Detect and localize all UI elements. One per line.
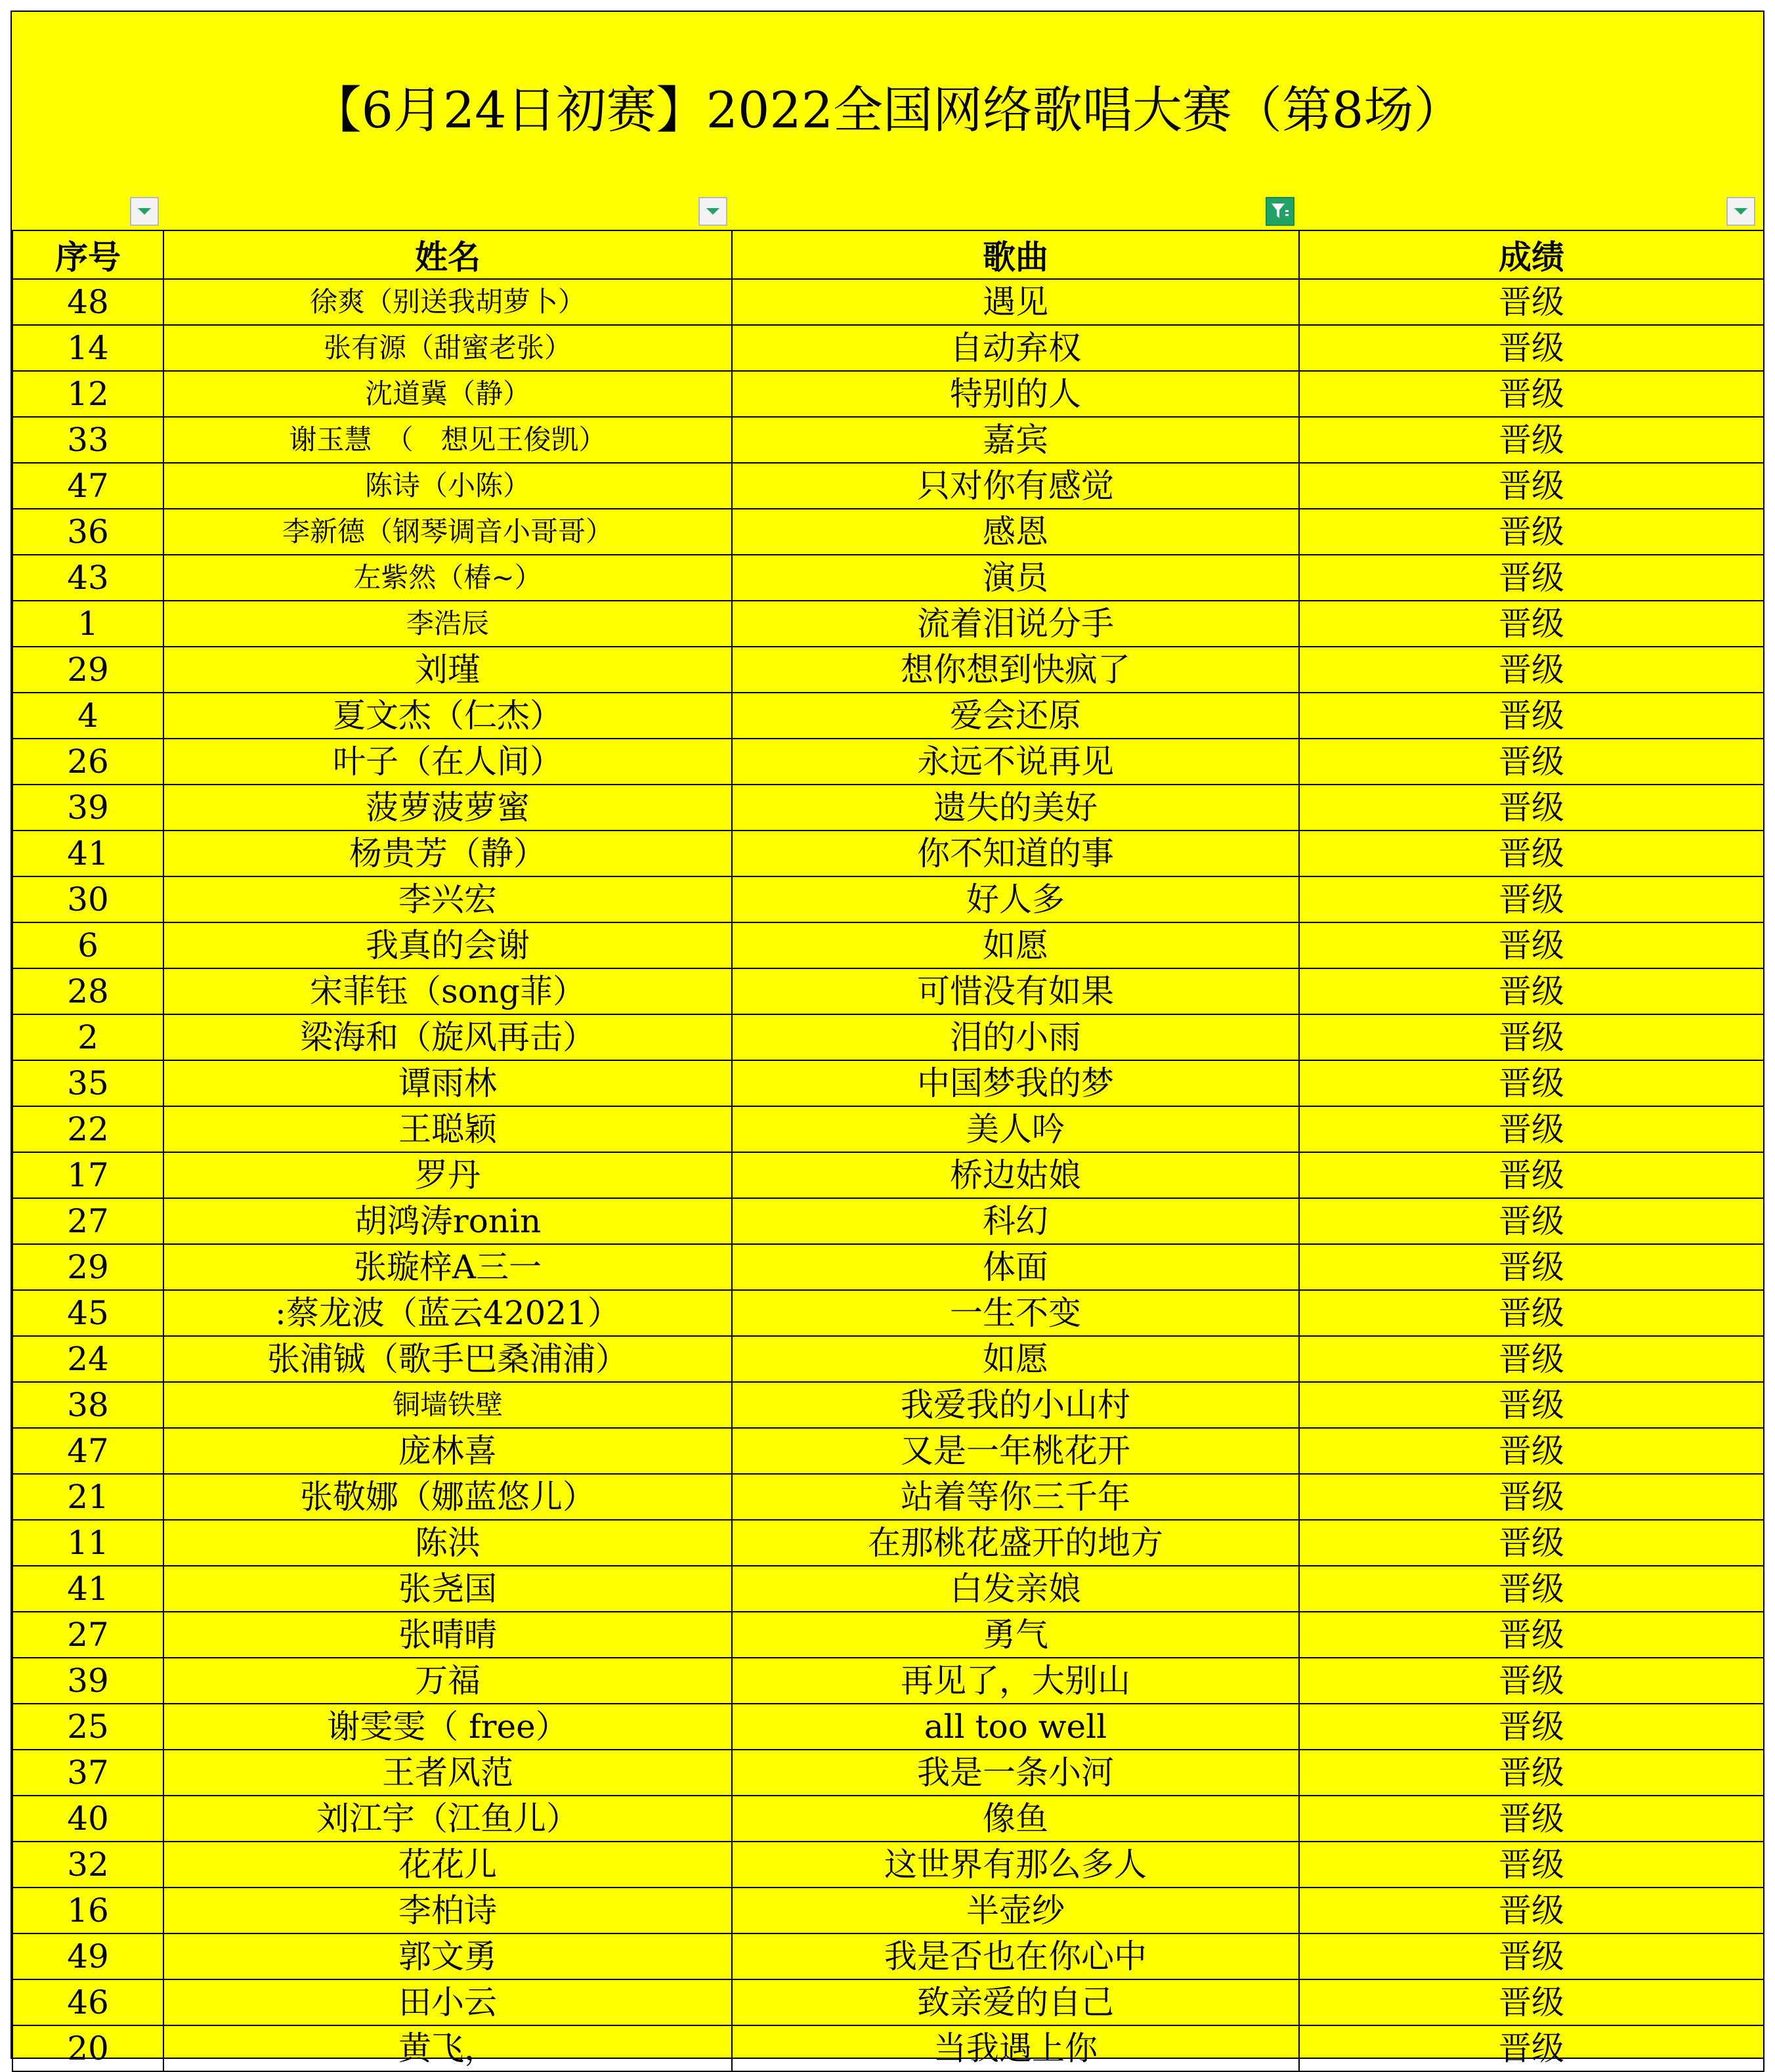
cell-no[interactable]: 28 <box>12 968 163 1014</box>
cell-name[interactable]: 谭雨林 <box>163 1060 732 1106</box>
cell-song[interactable]: 半壶纱 <box>732 1888 1299 1933</box>
table-row <box>12 509 1764 555</box>
table-row <box>12 417 1764 463</box>
cell-song[interactable]: 又是一年桃花开 <box>732 1428 1299 1474</box>
table-row <box>12 693 1764 739</box>
filter-button-song[interactable] <box>1266 197 1294 226</box>
cell-song[interactable]: 在那桃花盛开的地方 <box>732 1520 1299 1566</box>
cell-name[interactable]: 谢玉慧 （ 想见王俊凯） <box>163 417 732 463</box>
cell-result[interactable]: 晋级 <box>1299 279 1764 325</box>
cell-no[interactable]: 29 <box>12 1244 163 1290</box>
cell-no[interactable]: 45 <box>12 1290 163 1336</box>
cell-result[interactable]: 晋级 <box>1299 785 1764 831</box>
table-row <box>12 922 1764 968</box>
cell-song[interactable]: 这世界有那么多人 <box>732 1842 1299 1888</box>
cell-song[interactable]: 爱会还原 <box>732 693 1299 739</box>
cell-no[interactable]: 39 <box>12 1658 163 1704</box>
column-header-result[interactable]: 成绩 <box>1299 230 1764 279</box>
cell-result[interactable]: 晋级 <box>1299 831 1764 876</box>
cell-song[interactable]: 如愿 <box>732 1336 1299 1382</box>
cell-name[interactable]: 万福 <box>163 1658 732 1704</box>
cell-name[interactable]: :蔡龙波（蓝云42021） <box>163 1290 732 1336</box>
cell-result[interactable]: 晋级 <box>1299 509 1764 555</box>
cell-no[interactable]: 33 <box>12 417 163 463</box>
cell-song[interactable]: 演员 <box>732 555 1299 601</box>
table-row <box>12 1933 1764 1979</box>
cell-name[interactable]: 李兴宏 <box>163 876 732 922</box>
cell-no[interactable]: 29 <box>12 647 163 693</box>
cell-no[interactable]: 14 <box>12 325 163 371</box>
cell-result[interactable]: 晋级 <box>1299 1382 1764 1428</box>
cell-result[interactable]: 晋级 <box>1299 693 1764 739</box>
cell-no[interactable]: 47 <box>12 463 163 509</box>
cell-song[interactable]: 一生不变 <box>732 1290 1299 1336</box>
cell-result[interactable]: 晋级 <box>1299 739 1764 785</box>
table-row <box>12 1474 1764 1520</box>
cell-song[interactable]: 科幻 <box>732 1198 1299 1244</box>
table-row <box>12 1979 1764 2025</box>
cell-name[interactable]: 梁海和（旋风再击） <box>163 1014 732 1060</box>
cell-name[interactable]: 谢雯雯（ free） <box>163 1704 732 1750</box>
cell-name[interactable]: 张浦铖（歌手巴桑浦浦） <box>163 1336 732 1382</box>
chevron-down-icon <box>1733 206 1749 217</box>
cell-song[interactable]: 站着等你三千年 <box>732 1474 1299 1520</box>
cell-name[interactable]: 左紫然（椿~） <box>163 555 732 601</box>
table-row <box>12 1796 1764 1842</box>
cell-name[interactable]: 张敬娜（娜蓝悠儿） <box>163 1474 732 1520</box>
spreadsheet-sheet <box>11 11 1764 2067</box>
cell-result[interactable]: 晋级 <box>1299 1106 1764 1152</box>
table-row <box>12 968 1764 1014</box>
cell-name[interactable]: 张璇梓A三一 <box>163 1244 732 1290</box>
cell-song[interactable]: 再见了，大别山 <box>732 1658 1299 1704</box>
cell-song[interactable]: 遗失的美好 <box>732 785 1299 831</box>
cell-result[interactable]: 晋级 <box>1299 1244 1764 1290</box>
cell-song[interactable]: 自动弃权 <box>732 325 1299 371</box>
cell-no[interactable]: 43 <box>12 555 163 601</box>
table-row <box>12 647 1764 693</box>
cell-result[interactable]: 晋级 <box>1299 1198 1764 1244</box>
column-header-no[interactable]: 序号 <box>12 230 163 279</box>
cell-name[interactable]: 郭文勇 <box>163 1933 732 1979</box>
cell-result[interactable]: 晋级 <box>1299 1014 1764 1060</box>
table-row <box>12 1704 1764 1750</box>
cell-result[interactable]: 晋级 <box>1299 2025 1764 2071</box>
cell-result[interactable]: 晋级 <box>1299 1750 1764 1796</box>
cell-result[interactable]: 晋级 <box>1299 968 1764 1014</box>
cell-result[interactable]: 晋级 <box>1299 876 1764 922</box>
table-row <box>12 1612 1764 1658</box>
chevron-down-icon <box>705 206 721 217</box>
cell-song[interactable]: 体面 <box>732 1244 1299 1290</box>
cell-song[interactable]: 当我遇上你 <box>732 2025 1299 2071</box>
cell-result[interactable]: 晋级 <box>1299 1704 1764 1750</box>
table-row <box>12 1888 1764 1933</box>
cell-name[interactable]: 叶子（在人间） <box>163 739 732 785</box>
cell-result[interactable]: 晋级 <box>1299 1290 1764 1336</box>
table-row <box>12 371 1764 417</box>
filter-button-no[interactable] <box>130 197 159 226</box>
cell-no[interactable]: 30 <box>12 876 163 922</box>
cell-name[interactable]: 张尧国 <box>163 1566 732 1612</box>
table-row <box>12 1060 1764 1106</box>
cell-no[interactable]: 36 <box>12 509 163 555</box>
sheet-title: 【6月24日初赛】2022全国网络歌唱大赛（第8场） <box>311 81 1464 139</box>
table-row <box>12 1106 1764 1152</box>
cell-result[interactable]: 晋级 <box>1299 1796 1764 1842</box>
cell-result[interactable]: 晋级 <box>1299 1612 1764 1658</box>
cell-no[interactable]: 22 <box>12 1106 163 1152</box>
table-row <box>12 785 1764 831</box>
cell-result[interactable]: 晋级 <box>1299 1060 1764 1106</box>
cell-no[interactable]: 11 <box>12 1520 163 1566</box>
cell-name[interactable]: 胡鸿涛ronin <box>163 1198 732 1244</box>
cell-song[interactable]: 我爱我的小山村 <box>732 1382 1299 1428</box>
cell-no[interactable]: 49 <box>12 1933 163 1979</box>
table-row <box>12 1566 1764 1612</box>
cell-song[interactable]: 嘉宾 <box>732 417 1299 463</box>
cell-song[interactable]: 特别的人 <box>732 371 1299 417</box>
cell-result[interactable]: 晋级 <box>1299 1474 1764 1520</box>
cell-name[interactable]: 铜墙铁壁 <box>163 1382 732 1428</box>
cell-name[interactable]: 刘江宇（江鱼儿） <box>163 1796 732 1842</box>
column-header-song[interactable]: 歌曲 <box>732 230 1299 279</box>
cell-no[interactable]: 16 <box>12 1888 163 1933</box>
cell-name[interactable]: 王聪颖 <box>163 1106 732 1152</box>
cell-result[interactable]: 晋级 <box>1299 1520 1764 1566</box>
cell-name[interactable]: 王者风范 <box>163 1750 732 1796</box>
cell-no[interactable]: 32 <box>12 1842 163 1888</box>
cell-name[interactable]: 李新德（钢琴调音小哥哥） <box>163 509 732 555</box>
cell-song[interactable]: 勇气 <box>732 1612 1299 1658</box>
table-row <box>12 1152 1764 1198</box>
cell-no[interactable]: 21 <box>12 1474 163 1520</box>
cell-song[interactable]: 白发亲娘 <box>732 1566 1299 1612</box>
cell-no[interactable]: 12 <box>12 371 163 417</box>
cell-name[interactable]: 夏文杰（仁杰） <box>163 693 732 739</box>
cell-no[interactable]: 17 <box>12 1152 163 1198</box>
cell-no[interactable]: 27 <box>12 1198 163 1244</box>
table-body <box>12 279 1764 2071</box>
table-row <box>12 555 1764 601</box>
cell-name[interactable]: 李柏诗 <box>163 1888 732 1933</box>
funnel-filter-icon <box>1270 201 1291 222</box>
cell-no[interactable]: 38 <box>12 1382 163 1428</box>
table-row <box>12 1244 1764 1290</box>
cell-song[interactable]: 像鱼 <box>732 1796 1299 1842</box>
cell-no[interactable]: 24 <box>12 1336 163 1382</box>
cell-name[interactable]: 我真的会谢 <box>163 922 732 968</box>
cell-name[interactable]: 菠萝菠萝蜜 <box>163 785 732 831</box>
cell-result[interactable]: 晋级 <box>1299 1979 1764 2025</box>
cell-name[interactable]: 陈诗（小陈） <box>163 463 732 509</box>
cell-name[interactable]: 罗丹 <box>163 1152 732 1198</box>
cell-name[interactable]: 庞林喜 <box>163 1428 732 1474</box>
filter-button-result[interactable] <box>1726 197 1755 226</box>
cell-name[interactable]: 张晴晴 <box>163 1612 732 1658</box>
cell-song[interactable]: 泪的小雨 <box>732 1014 1299 1060</box>
cell-result[interactable]: 晋级 <box>1299 601 1764 647</box>
cell-name[interactable]: 张有源（甜蜜老张） <box>163 325 732 371</box>
cell-no[interactable]: 4 <box>12 693 163 739</box>
cell-result[interactable]: 晋级 <box>1299 647 1764 693</box>
cell-song[interactable]: 可惜没有如果 <box>732 968 1299 1014</box>
cell-song[interactable]: 感恩 <box>732 509 1299 555</box>
cell-name[interactable]: 沈道冀（静） <box>163 371 732 417</box>
table-row <box>12 1658 1764 1704</box>
cell-song[interactable]: 中国梦我的梦 <box>732 1060 1299 1106</box>
cell-name[interactable]: 宋菲钰（song菲） <box>163 968 732 1014</box>
cell-no[interactable]: 6 <box>12 922 163 968</box>
cell-result[interactable]: 晋级 <box>1299 922 1764 968</box>
cell-no[interactable]: 41 <box>12 831 163 876</box>
cell-no[interactable]: 48 <box>12 279 163 325</box>
cell-name[interactable]: 李浩辰 <box>163 601 732 647</box>
cell-song[interactable]: 你不知道的事 <box>732 831 1299 876</box>
cell-no[interactable]: 39 <box>12 785 163 831</box>
table-row <box>12 1290 1764 1336</box>
cell-song[interactable]: 永远不说再见 <box>732 739 1299 785</box>
cell-result[interactable]: 晋级 <box>1299 1842 1764 1888</box>
cell-name[interactable]: 田小云 <box>163 1979 732 2025</box>
chevron-down-icon <box>137 206 152 217</box>
table-row <box>12 1198 1764 1244</box>
cell-no[interactable]: 20 <box>12 2025 163 2071</box>
cell-result[interactable]: 晋级 <box>1299 555 1764 601</box>
cell-result[interactable]: 晋级 <box>1299 1658 1764 1704</box>
cell-song[interactable]: 美人吟 <box>732 1106 1299 1152</box>
table-row <box>12 876 1764 922</box>
filter-row <box>12 189 1763 230</box>
cell-name[interactable]: 杨贵芳（静） <box>163 831 732 876</box>
cell-result[interactable]: 晋级 <box>1299 1336 1764 1382</box>
cell-song[interactable]: 遇见 <box>732 279 1299 325</box>
cell-song[interactable]: 我是否也在你心中 <box>732 1933 1299 1979</box>
cell-name[interactable]: 花花儿 <box>163 1842 732 1888</box>
table-row <box>12 601 1764 647</box>
table-row <box>12 279 1764 325</box>
cell-result[interactable]: 晋级 <box>1299 1428 1764 1474</box>
cell-result[interactable]: 晋级 <box>1299 463 1764 509</box>
cell-no[interactable]: 46 <box>12 1979 163 2025</box>
header-row <box>12 230 1764 279</box>
cell-song[interactable]: all too well <box>732 1704 1299 1750</box>
cell-song[interactable]: 流着泪说分手 <box>732 601 1299 647</box>
cell-no[interactable]: 41 <box>12 1566 163 1612</box>
cell-result[interactable]: 晋级 <box>1299 1566 1764 1612</box>
cell-song[interactable]: 好人多 <box>732 876 1299 922</box>
cell-song[interactable]: 致亲爱的自己 <box>732 1979 1299 2025</box>
cell-song[interactable]: 如愿 <box>732 922 1299 968</box>
cell-no[interactable]: 2 <box>12 1014 163 1060</box>
table-row <box>12 1428 1764 1474</box>
table-row <box>12 739 1764 785</box>
cell-result[interactable]: 晋级 <box>1299 325 1764 371</box>
cell-result[interactable]: 晋级 <box>1299 417 1764 463</box>
cell-no[interactable]: 35 <box>12 1060 163 1106</box>
table-row <box>12 1520 1764 1566</box>
cell-no[interactable]: 27 <box>12 1612 163 1658</box>
column-header-name[interactable]: 姓名 <box>163 230 732 279</box>
table-row <box>12 831 1764 876</box>
table-row <box>12 1750 1764 1796</box>
cell-result[interactable]: 晋级 <box>1299 1933 1764 1979</box>
table-row <box>12 1336 1764 1382</box>
cell-song[interactable]: 想你想到快疯了 <box>732 647 1299 693</box>
cell-result[interactable]: 晋级 <box>1299 1888 1764 1933</box>
cell-song[interactable]: 桥边姑娘 <box>732 1152 1299 1198</box>
cell-no[interactable]: 40 <box>12 1796 163 1842</box>
cell-name[interactable]: 徐爽（别送我胡萝卜） <box>163 279 732 325</box>
table-row <box>12 1382 1764 1428</box>
results-table <box>12 230 1764 2072</box>
cell-song[interactable]: 我是一条小河 <box>732 1750 1299 1796</box>
table-row <box>12 325 1764 371</box>
cell-name[interactable]: 黄飞， <box>163 2025 732 2071</box>
cell-name[interactable]: 刘瑾 <box>163 647 732 693</box>
cell-no[interactable]: 1 <box>12 601 163 647</box>
table-row <box>12 2025 1764 2071</box>
table-row <box>12 463 1764 509</box>
table-row <box>12 1842 1764 1888</box>
cell-result[interactable]: 晋级 <box>1299 1152 1764 1198</box>
cell-song[interactable]: 只对你有感觉 <box>732 463 1299 509</box>
cell-result[interactable]: 晋级 <box>1299 371 1764 417</box>
filter-button-name[interactable] <box>698 197 727 226</box>
cell-no[interactable]: 25 <box>12 1704 163 1750</box>
cell-no[interactable]: 26 <box>12 739 163 785</box>
cell-no[interactable]: 37 <box>12 1750 163 1796</box>
cell-name[interactable]: 陈洪 <box>163 1520 732 1566</box>
table-row <box>12 1014 1764 1060</box>
cell-no[interactable]: 47 <box>12 1428 163 1474</box>
